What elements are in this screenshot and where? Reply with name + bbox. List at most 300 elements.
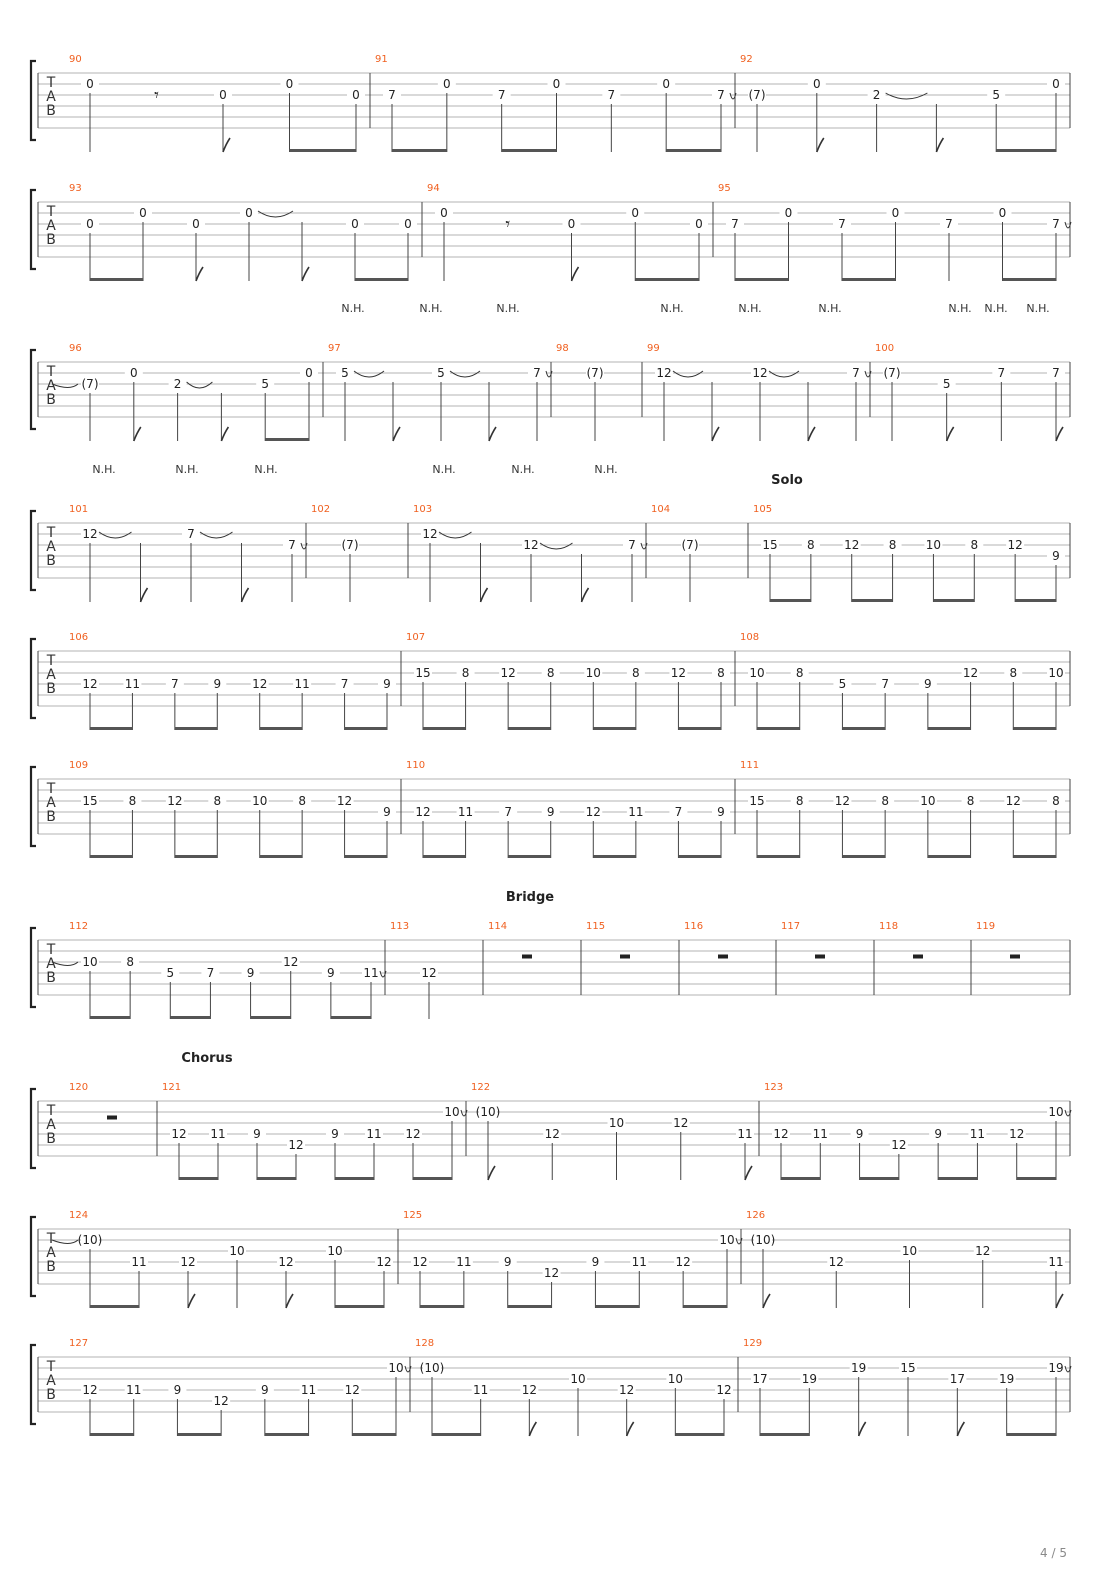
- note-beam: [933, 599, 974, 602]
- tab-clef-letter: A: [46, 378, 56, 394]
- fret-number: 11: [363, 966, 379, 980]
- tie: [52, 962, 78, 966]
- note-flag: [242, 588, 249, 602]
- note-flag: [808, 427, 815, 441]
- tie: [52, 384, 78, 388]
- note-beam: [842, 855, 885, 858]
- fret-number: 10: [901, 1244, 918, 1258]
- natural-harmonic-marking: N.H.: [984, 302, 1008, 315]
- fret-number: 9: [383, 805, 391, 819]
- fret-number: 8: [888, 538, 897, 552]
- fret-number: 7: [171, 677, 179, 691]
- fret-number: 0: [998, 206, 1007, 220]
- measure-number: 123: [764, 1082, 784, 1093]
- note-flag: [489, 427, 496, 441]
- note-beam: [1013, 855, 1056, 858]
- fret-number: 19: [851, 1361, 867, 1375]
- note-flag: [286, 1294, 293, 1308]
- fret-number: 8: [795, 794, 804, 808]
- fret-number: 15: [749, 794, 765, 808]
- half-rest: [913, 955, 923, 959]
- note-beam: [345, 855, 387, 858]
- measure-number: 117: [781, 921, 801, 932]
- tie: [540, 543, 573, 549]
- note-beam: [842, 278, 896, 281]
- fret-number: 11: [457, 805, 474, 819]
- fret-number: 8: [128, 794, 137, 808]
- fret-number: 0: [86, 217, 94, 231]
- fret-number: 12: [844, 538, 860, 552]
- note-flag: [763, 1294, 770, 1308]
- fret-number: 12: [412, 1255, 428, 1269]
- measure-number: 98: [556, 343, 569, 354]
- measure-number: 92: [740, 54, 753, 65]
- system-bracket: [31, 190, 36, 269]
- fret-number: 11: [631, 1255, 647, 1269]
- fret-number: 7: [206, 966, 215, 980]
- half-rest: [815, 955, 825, 959]
- fret-number: 8: [298, 794, 306, 808]
- fret-number: 0: [891, 206, 900, 220]
- fret-number: 12: [500, 666, 516, 680]
- fret-number: 10: [585, 666, 601, 680]
- fret-number: 7: [497, 88, 506, 102]
- fret-number: 10: [570, 1372, 586, 1386]
- measure-number: 97: [328, 343, 341, 354]
- fret-number: 17: [949, 1372, 965, 1386]
- fret-number: 0: [139, 206, 147, 220]
- fret-number: 12: [670, 666, 687, 680]
- half-rest: [718, 955, 728, 959]
- fret-number: 7: [997, 366, 1006, 380]
- measure-number: 119: [976, 921, 996, 932]
- eighth-rest: 𝄾: [505, 214, 511, 235]
- system-bracket: [31, 767, 36, 846]
- measure-number: 125: [403, 1210, 423, 1221]
- fret-number: 9: [383, 677, 391, 691]
- fret-number: 5: [942, 377, 951, 391]
- tab-clef-letter: B: [46, 970, 56, 986]
- note-beam: [842, 727, 885, 730]
- note-beam: [335, 1305, 384, 1308]
- measure-number: 109: [69, 760, 89, 771]
- fret-number: 0: [285, 77, 294, 91]
- fret-number: 0: [440, 206, 448, 220]
- natural-harmonic-marking: N.H.: [92, 463, 116, 476]
- fret-number: 10: [82, 955, 98, 969]
- note-beam: [352, 1433, 396, 1436]
- fret-number: 12: [585, 805, 601, 819]
- fret-number: 15: [82, 794, 98, 808]
- fret-number: 12: [252, 677, 268, 691]
- fret-number: 0: [219, 88, 227, 102]
- tie: [52, 1240, 78, 1244]
- tab-clef-letter: A: [46, 1245, 56, 1261]
- note-beam: [413, 1177, 452, 1180]
- note-beam: [770, 599, 811, 602]
- natural-harmonic-marking: N.H.: [660, 302, 684, 315]
- measure-number: 112: [69, 921, 89, 932]
- note-beam: [90, 1305, 139, 1308]
- tab-clef-letter: T: [46, 525, 56, 541]
- tab-clef-letter: B: [46, 1387, 56, 1403]
- note-beam: [593, 727, 636, 730]
- fret-number: 11: [294, 677, 310, 691]
- fret-number: 8: [717, 666, 725, 680]
- fret-number: (10): [77, 1233, 103, 1247]
- fret-number: 7: [881, 677, 889, 691]
- fret-number: 9: [546, 805, 555, 819]
- section-label: Chorus: [181, 1051, 233, 1066]
- fret-number: 11: [131, 1255, 147, 1269]
- measure-number: 91: [375, 54, 388, 65]
- fret-number: (7): [883, 366, 901, 380]
- note-beam: [335, 1177, 374, 1180]
- measure-number: 93: [69, 183, 82, 194]
- note-beam: [423, 855, 466, 858]
- fret-number: 11: [473, 1383, 489, 1397]
- note-beam: [90, 278, 143, 281]
- fret-number: 8: [632, 666, 640, 680]
- fret-number: 9: [327, 966, 335, 980]
- fret-number: 2: [173, 377, 182, 391]
- note-beam: [1003, 278, 1057, 281]
- tie: [187, 382, 213, 388]
- measure-number: 120: [69, 1082, 89, 1093]
- fret-number: 8: [881, 794, 889, 808]
- fret-number: 12: [344, 1383, 360, 1397]
- measure-number: 129: [743, 1338, 763, 1349]
- fret-number: 12: [405, 1127, 421, 1141]
- note-beam: [938, 1177, 977, 1180]
- fret-number: 15: [762, 538, 778, 552]
- tab-clef-letter: A: [46, 667, 56, 683]
- note-beam: [1007, 1433, 1056, 1436]
- fret-number: 12: [415, 805, 431, 819]
- fret-number: 10: [1048, 666, 1064, 680]
- note-beam: [392, 149, 447, 152]
- note-beam: [345, 727, 387, 730]
- fret-number: 11: [628, 805, 644, 819]
- fret-number: 7: [1052, 217, 1060, 231]
- tab-clef-letter: B: [46, 232, 56, 248]
- fret-number: 7: [945, 217, 953, 231]
- fret-number: 9: [253, 1127, 261, 1141]
- note-beam: [1017, 1177, 1056, 1180]
- fret-number: 10: [229, 1244, 245, 1258]
- fret-number: 10: [444, 1105, 460, 1119]
- tab-clef-letter: A: [46, 1373, 56, 1389]
- measure-number: 114: [488, 921, 508, 932]
- fret-number: 11: [737, 1127, 753, 1141]
- fret-number: 9: [924, 677, 932, 691]
- fret-number: 9: [1052, 549, 1060, 563]
- tab-clef-letter: T: [46, 364, 56, 380]
- fret-number: 7: [1052, 366, 1060, 380]
- measure-number: 118: [879, 921, 899, 932]
- fret-number: 10: [388, 1361, 404, 1375]
- tab-clef-letter: B: [46, 103, 56, 119]
- fret-number: 10: [925, 538, 942, 552]
- fret-number: 12: [716, 1383, 732, 1397]
- fret-number: 0: [812, 77, 821, 91]
- note-beam: [1015, 599, 1056, 602]
- fret-number: 2: [872, 88, 881, 102]
- natural-harmonic-marking: N.H.: [432, 463, 456, 476]
- note-flag: [1056, 1294, 1063, 1308]
- fret-number: 12: [544, 1127, 560, 1141]
- fret-number: 12: [336, 794, 353, 808]
- fret-number: 7: [340, 677, 349, 691]
- note-beam: [179, 1177, 218, 1180]
- fret-number: 12: [376, 1255, 392, 1269]
- fret-number: 19: [1048, 1361, 1064, 1375]
- tab-clef-letter: T: [46, 653, 56, 669]
- tie: [673, 371, 703, 377]
- measure-number: 122: [471, 1082, 491, 1093]
- fret-number: 9: [717, 805, 725, 819]
- note-beam: [683, 1305, 727, 1308]
- tie: [450, 371, 480, 377]
- fret-number: 0: [784, 206, 793, 220]
- note-flag: [188, 1294, 195, 1308]
- fret-number: 10: [749, 666, 765, 680]
- fret-number: 9: [261, 1383, 269, 1397]
- note-beam: [595, 1305, 639, 1308]
- fret-number: 7: [628, 538, 636, 552]
- natural-harmonic-marking: N.H.: [254, 463, 278, 476]
- system-bracket: [31, 61, 36, 140]
- fret-number: 8: [970, 538, 979, 552]
- fret-number: 5: [166, 966, 175, 980]
- fret-number: 12: [1007, 538, 1023, 552]
- note-beam: [175, 855, 217, 858]
- fret-number: 9: [591, 1255, 600, 1269]
- fret-number: 12: [1005, 794, 1021, 808]
- note-beam: [90, 1016, 130, 1019]
- fret-number: 10: [920, 794, 936, 808]
- fret-number: 12: [283, 955, 299, 969]
- note-flag: [712, 427, 719, 441]
- tab-clef-letter: B: [46, 809, 56, 825]
- fret-number: 9: [503, 1255, 512, 1269]
- tie: [258, 211, 293, 217]
- note-beam: [781, 1177, 820, 1180]
- note-flag: [582, 588, 589, 602]
- half-rest: [620, 955, 630, 959]
- system-bracket: [31, 1345, 36, 1424]
- fret-number: (10): [750, 1233, 776, 1247]
- tab-clef-letter: B: [46, 681, 56, 697]
- note-beam: [678, 855, 721, 858]
- tab-clef-letter: B: [46, 553, 56, 569]
- fret-number: 12: [1009, 1127, 1025, 1141]
- fret-number: 19: [999, 1372, 1015, 1386]
- fret-number: (10): [419, 1361, 445, 1375]
- fret-number: 12: [773, 1127, 789, 1141]
- note-flag: [393, 427, 400, 441]
- tab-clef-letter: A: [46, 956, 56, 972]
- note-flag: [817, 138, 824, 152]
- fret-number: 0: [695, 217, 703, 231]
- note-beam: [502, 149, 557, 152]
- note-flag: [859, 1422, 866, 1436]
- fret-number: 12: [167, 794, 183, 808]
- fret-number: 7: [504, 805, 512, 819]
- measure-number: 103: [413, 504, 433, 515]
- fret-number: 0: [86, 77, 94, 91]
- measure-number: 90: [69, 54, 82, 65]
- fret-number: 19: [801, 1372, 817, 1386]
- fret-number: 10: [252, 794, 268, 808]
- measure-number: 96: [69, 343, 82, 354]
- tab-clef-letter: B: [46, 392, 56, 408]
- fret-number: 8: [966, 794, 975, 808]
- natural-harmonic-marking: N.H.: [1026, 302, 1050, 315]
- tab-clef-letter: T: [46, 1103, 56, 1119]
- fret-number: 12: [288, 1138, 304, 1152]
- measure-number: 99: [647, 343, 660, 354]
- note-beam: [90, 855, 132, 858]
- fret-number: 9: [213, 677, 222, 691]
- fret-number: 12: [828, 1255, 844, 1269]
- measure-number: 108: [740, 632, 760, 643]
- fret-number: 5: [261, 377, 270, 391]
- tab-clef-letter: A: [46, 539, 56, 555]
- fret-number: 12: [82, 677, 98, 691]
- note-beam: [675, 1433, 724, 1436]
- fret-number: 0: [662, 77, 670, 91]
- system-bracket: [31, 1217, 36, 1296]
- note-beam: [760, 1433, 809, 1436]
- fret-number: 0: [351, 217, 359, 231]
- fret-number: 0: [192, 217, 200, 231]
- fret-number: 12: [675, 1255, 691, 1269]
- tie: [200, 532, 233, 538]
- fret-number: 12: [422, 527, 438, 541]
- fret-number: 11: [1048, 1255, 1064, 1269]
- fret-number: 12: [278, 1255, 294, 1269]
- measure-number: 106: [69, 632, 89, 643]
- fret-number: (7): [586, 366, 604, 380]
- fret-number: 12: [891, 1138, 907, 1152]
- fret-number: (7): [341, 538, 359, 552]
- fret-number: 0: [352, 88, 360, 102]
- fret-number: 11: [300, 1383, 317, 1397]
- tab-clef-letter: B: [46, 1131, 56, 1147]
- natural-harmonic-marking: N.H.: [738, 302, 762, 315]
- note-beam: [90, 727, 132, 730]
- measure-number: 126: [746, 1210, 766, 1221]
- fret-number: 11: [456, 1255, 472, 1269]
- note-beam: [508, 1305, 552, 1308]
- natural-harmonic-marking: N.H.: [175, 463, 199, 476]
- note-flag: [745, 1166, 752, 1180]
- fret-number: 11: [366, 1127, 382, 1141]
- fret-number: 12: [523, 538, 539, 552]
- measure-number: 127: [69, 1338, 89, 1349]
- fret-number: 8: [546, 666, 555, 680]
- note-beam: [290, 149, 357, 152]
- natural-harmonic-marking: N.H.: [594, 463, 618, 476]
- note-flag: [957, 1422, 964, 1436]
- measure-number: 110: [406, 760, 426, 771]
- fret-number: 10: [608, 1116, 625, 1130]
- fret-number: (7): [748, 88, 766, 102]
- tie: [769, 371, 799, 377]
- fret-number: 10: [1048, 1105, 1064, 1119]
- tab-clef-letter: A: [46, 1117, 56, 1133]
- fret-number: 8: [1009, 666, 1018, 680]
- fret-number: 15: [900, 1361, 916, 1375]
- fret-number: 5: [838, 677, 847, 691]
- fret-number: 12: [962, 666, 979, 680]
- tab-clef-letter: T: [46, 781, 56, 797]
- natural-harmonic-marking: N.H.: [948, 302, 972, 315]
- half-rest: [107, 1116, 117, 1120]
- fret-number: 10: [327, 1244, 343, 1258]
- note-beam: [678, 727, 721, 730]
- fret-number: 7: [717, 88, 725, 102]
- natural-harmonic-marking: N.H.: [818, 302, 842, 315]
- measure-number: 101: [69, 504, 89, 515]
- tab-clef-letter: B: [46, 1259, 56, 1275]
- measure-number: 104: [651, 504, 671, 515]
- note-beam: [177, 1433, 221, 1436]
- note-flag: [302, 267, 309, 281]
- tab-clef-letter: A: [46, 218, 56, 234]
- fret-number: 11: [210, 1127, 226, 1141]
- note-beam: [757, 855, 800, 858]
- fret-number: 0: [631, 206, 640, 220]
- section-label: Solo: [771, 473, 803, 488]
- fret-number: 0: [443, 77, 451, 91]
- fret-number: 9: [246, 966, 255, 980]
- fret-number: 8: [1052, 794, 1060, 808]
- fret-number: 15: [415, 666, 431, 680]
- fret-number: 7: [288, 538, 296, 552]
- note-beam: [90, 1433, 134, 1436]
- fret-number: (10): [475, 1105, 501, 1119]
- note-flag: [488, 1166, 495, 1180]
- half-rest: [1010, 955, 1020, 959]
- note-beam: [996, 149, 1056, 152]
- system-bracket: [31, 928, 36, 1007]
- fret-number: 0: [245, 206, 253, 220]
- measure-number: 105: [753, 504, 773, 515]
- fret-number: 8: [461, 666, 470, 680]
- fret-number: 8: [795, 666, 804, 680]
- note-beam: [593, 855, 636, 858]
- fret-number: 8: [213, 794, 222, 808]
- note-beam: [432, 1433, 481, 1436]
- note-beam: [508, 855, 551, 858]
- fret-number: 0: [129, 366, 138, 380]
- fret-number: 12: [975, 1244, 991, 1258]
- tie: [439, 532, 472, 538]
- measure-number: 107: [406, 632, 426, 643]
- fret-number: 7: [852, 366, 860, 380]
- system-bracket: [31, 350, 36, 429]
- note-flag: [1056, 427, 1063, 441]
- note-beam: [257, 1177, 296, 1180]
- note-beam: [260, 855, 302, 858]
- measure-number: 94: [427, 183, 440, 194]
- note-beam: [666, 149, 721, 152]
- fret-number: 7: [674, 805, 683, 819]
- note-flag: [196, 267, 203, 281]
- fret-number: 12: [82, 527, 98, 541]
